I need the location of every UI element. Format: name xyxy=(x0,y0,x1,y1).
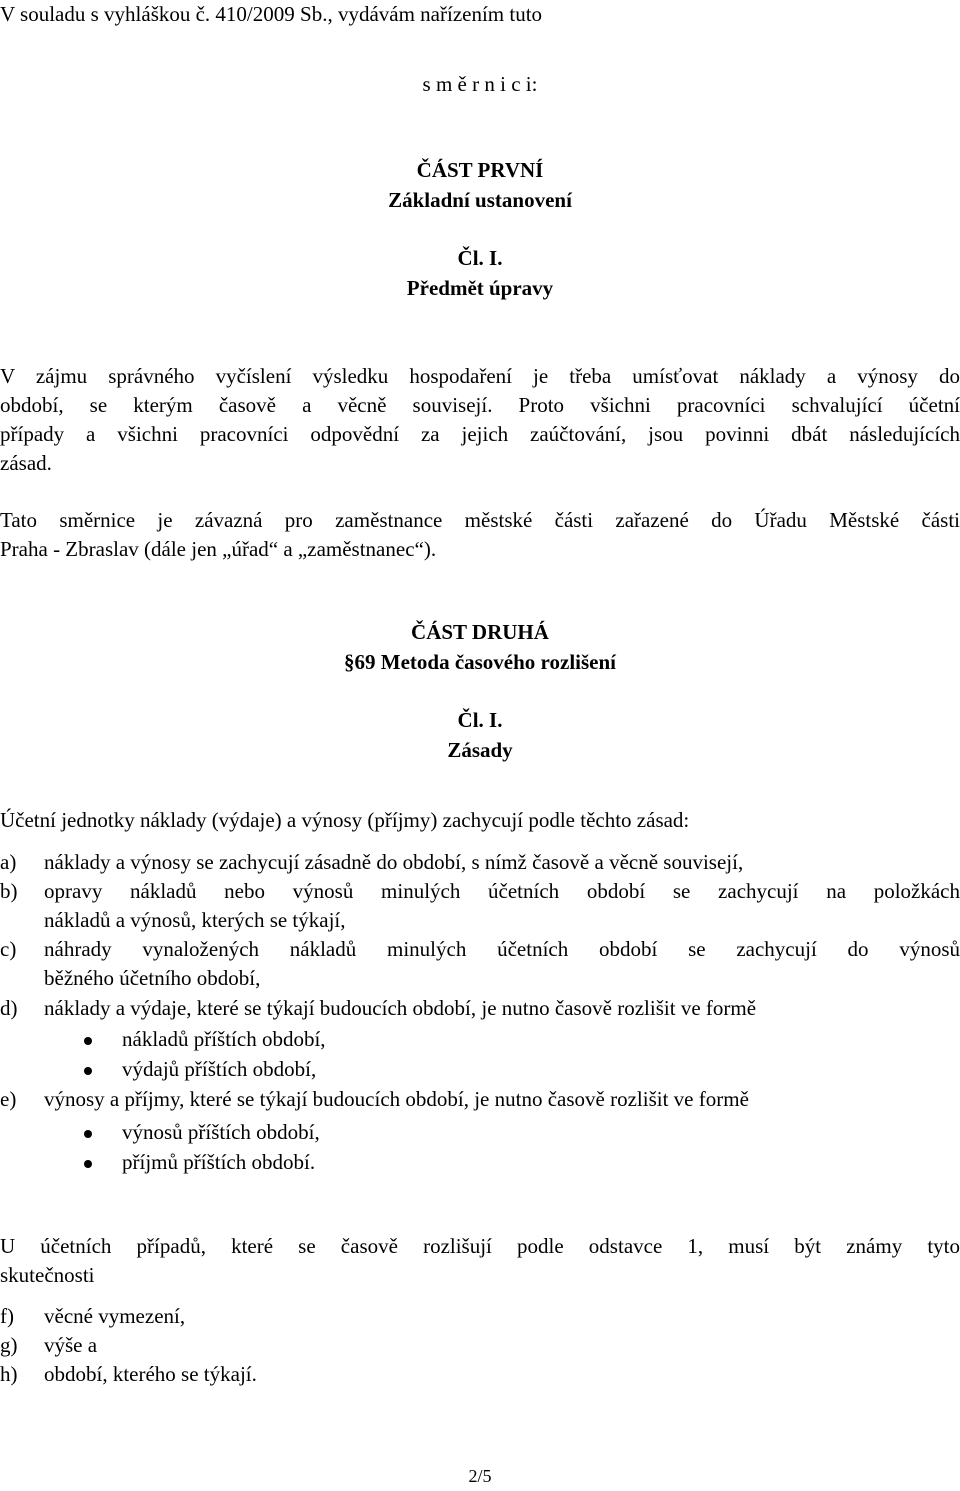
bullet-icon xyxy=(84,1067,92,1075)
list-letter: b) xyxy=(0,879,18,903)
list-item-text: náhrady vynaložených nákladů minulých účetních období se zachycují do výnosů xyxy=(44,937,960,961)
paragraph-line: Praha - Zbraslav (dále jen „úřad“ a „zaměstnanec“). xyxy=(0,537,437,561)
bullet-icon xyxy=(84,1160,92,1168)
paragraph-line: Tato směrnice je závazná pro zaměstnance městské části zařazené do Úřadu Městské části xyxy=(0,508,960,532)
part1-article: Čl. I. xyxy=(457,246,503,270)
paragraph-line: období, se kterým časově a věcně souvisejí. Proto všichni pracovníci schvalující účetní xyxy=(0,393,960,417)
part2-title: ČÁST DRUHÁ xyxy=(411,620,549,644)
list-letter: h) xyxy=(0,1362,18,1386)
list-item-text: běžného účetního období, xyxy=(44,966,261,990)
list-letter: a) xyxy=(0,850,17,874)
bullet-text: příjmů příštích období. xyxy=(122,1150,316,1174)
intro-text: V souladu s vyhláškou č. 410/2009 Sb., vydávám nařízením tuto xyxy=(0,2,543,26)
list-item-text: výše a xyxy=(44,1333,98,1357)
bullet-icon xyxy=(84,1037,92,1045)
part1-subtitle: Základní ustanovení xyxy=(388,188,572,212)
list-letter: c) xyxy=(0,937,17,961)
part1-title: ČÁST PRVNÍ xyxy=(416,158,544,182)
list-letter: g) xyxy=(0,1333,18,1357)
paragraph-line: U účetních případů, které se časově rozlišují podle odstavce 1, musí být známy tyto xyxy=(0,1234,960,1258)
list-letter: f) xyxy=(0,1304,14,1328)
list-item-text: opravy nákladů nebo výnosů minulých účetních období se zachycují na položkách xyxy=(44,879,960,903)
bullet-text: výdajů příštích období, xyxy=(122,1057,317,1081)
part2-article: Čl. I. xyxy=(457,708,503,732)
paragraph-line: zásad. xyxy=(0,451,52,475)
bullet-icon xyxy=(84,1130,92,1138)
bullet-text: výnosů příštích období, xyxy=(122,1120,320,1144)
principles-lead: Účetní jednotky náklady (výdaje) a výnosy (příjmy) zachycují podle těchto zásad: xyxy=(0,808,690,832)
part2-subtitle: §69 Metoda časového rozlišení xyxy=(344,650,616,674)
paragraph-line: V zájmu správného vyčíslení výsledku hospodaření je třeba umísťovat náklady a výnosy do xyxy=(0,364,960,388)
list-letter: e) xyxy=(0,1087,17,1111)
bullet-text: nákladů příštích období, xyxy=(122,1027,326,1051)
part2-article-title: Zásady xyxy=(447,738,513,762)
list-item-text: období, kterého se týkají. xyxy=(44,1362,257,1386)
paragraph-line: skutečnosti xyxy=(0,1263,95,1287)
list-item-text: věcné vymezení, xyxy=(44,1304,186,1328)
page-number: 2/5 xyxy=(468,1466,492,1486)
list-item-text: výnosy a příjmy, které se týkají budoucích období, je nutno časově rozlišit ve formě xyxy=(44,1087,749,1111)
list-letter: d) xyxy=(0,996,18,1020)
part1-article-title: Předmět úpravy xyxy=(406,276,554,300)
list-item-text: náklady a výdaje, které se týkají budoucích období, je nutno časově rozlišit ve formě xyxy=(44,996,757,1020)
list-item-text: náklady a výnosy se zachycují zásadně do období, s nímž časově a věcně souvisejí, xyxy=(44,850,744,874)
paragraph-line: případy a všichni pracovníci odpovědní za jejich zaúčtování, jsou povinni dbát následujících xyxy=(0,422,960,446)
list-item-text: nákladů a výnosů, kterých se týkají, xyxy=(44,908,346,932)
directive-word: s m ě r n i c i: xyxy=(422,72,538,96)
